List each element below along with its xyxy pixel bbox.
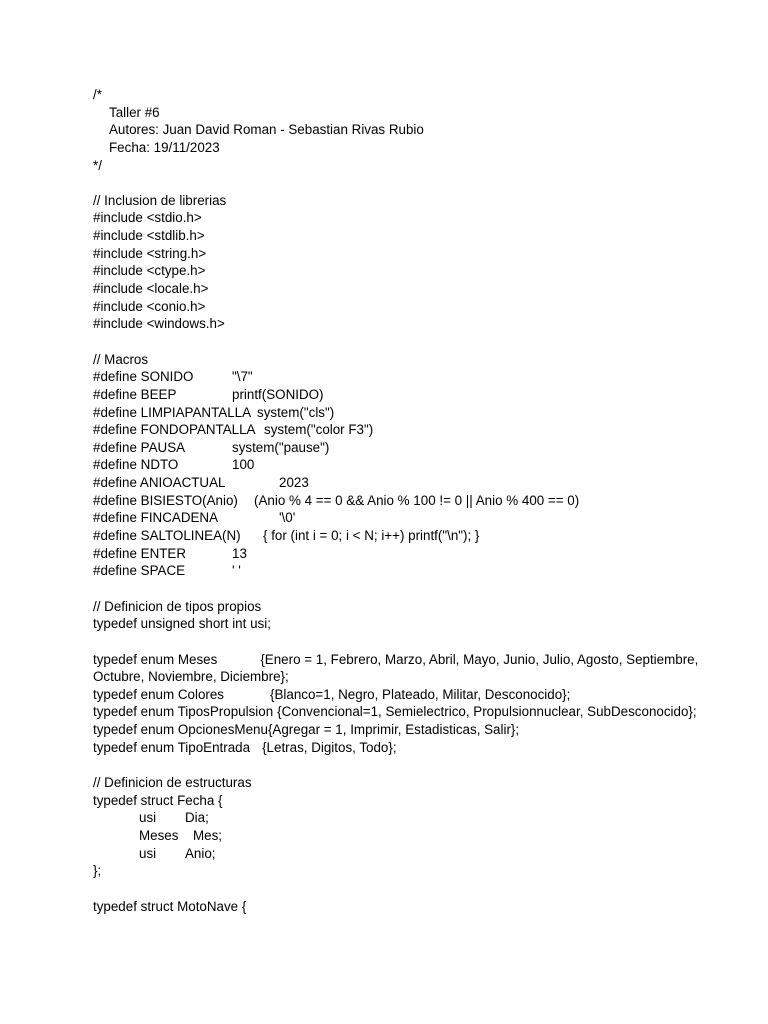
macro-value: 2023 bbox=[279, 475, 309, 491]
macro-line bbox=[93, 386, 743, 404]
macro-value: system("pause") bbox=[232, 439, 330, 455]
macro-name: #define NDTO bbox=[93, 457, 179, 473]
blank-line bbox=[93, 333, 743, 351]
code-document bbox=[93, 86, 743, 915]
macro-line bbox=[93, 527, 743, 545]
macro-name: #define ANIOACTUAL bbox=[93, 475, 226, 491]
macro-name: #define ENTER bbox=[93, 545, 187, 561]
include-line: #include <string.h> bbox=[93, 245, 207, 261]
enum-decl: typedef enum TiposPropulsion bbox=[93, 704, 274, 720]
macro-name: #define BEEP bbox=[93, 386, 177, 402]
enum-body: {Enero = 1, Febrero, Marzo, Abril, Mayo, Junio, Julio, Agosto, Septiembre, Octubre, Noviembre, Diciembre}; bbox=[93, 651, 699, 685]
macro-line bbox=[93, 439, 743, 457]
macro-name: #define SPACE bbox=[93, 563, 186, 579]
macro-line bbox=[93, 404, 743, 422]
macro-value: system("cls") bbox=[257, 404, 335, 420]
struct-field bbox=[93, 827, 743, 845]
enum-body: {Agregar = 1, Imprimir, Estadisticas, Salir}; bbox=[267, 722, 520, 738]
include-line: #include <stdio.h> bbox=[93, 210, 202, 226]
comment-authors: Autores: Juan David Roman - Sebastian Rivas Rubio bbox=[109, 122, 424, 138]
macro-line bbox=[93, 368, 743, 386]
enum-opcionesmenu bbox=[93, 721, 743, 739]
blank-line bbox=[93, 756, 743, 774]
enum-colores bbox=[93, 686, 743, 704]
enum-meses bbox=[93, 651, 743, 686]
macro-line bbox=[93, 545, 743, 563]
includes-comment: // Inclusion de librerias bbox=[93, 192, 227, 208]
macro-line bbox=[93, 509, 743, 527]
field-name: Dia; bbox=[185, 810, 209, 826]
enum-decl: typedef enum TipoEntrada bbox=[93, 739, 251, 755]
macro-value: 100 bbox=[232, 457, 255, 473]
macro-name: #define SONIDO bbox=[93, 369, 194, 385]
include-line: #include <conio.h> bbox=[93, 298, 206, 314]
struct-motonave-open: typedef struct MotoNave { bbox=[93, 898, 247, 914]
enum-body: {Convencional=1, Semielectrico, Propulsionnuclear, SubDesconocido}; bbox=[277, 704, 697, 720]
field-name: Mes; bbox=[193, 828, 223, 843]
macro-name: #define BISIESTO(Anio) bbox=[93, 492, 238, 508]
include-line: #include <windows.h> bbox=[93, 316, 225, 332]
macro-value: 13 bbox=[232, 545, 247, 561]
comment-open: /* bbox=[93, 87, 102, 102]
types-comment: // Definicion de tipos propios bbox=[93, 598, 262, 614]
macro-name: #define LIMPIAPANTALLA bbox=[93, 404, 252, 420]
macro-line bbox=[93, 562, 743, 580]
enum-decl: typedef enum Meses bbox=[93, 651, 218, 667]
struct-field bbox=[93, 845, 743, 863]
include-line: #include <stdlib.h> bbox=[93, 228, 205, 244]
macro-name: #define FONDOPANTALLA bbox=[93, 422, 256, 438]
macros-comment: // Macros bbox=[93, 351, 149, 367]
comment-close: */ bbox=[93, 157, 102, 173]
macro-value: "\7" bbox=[232, 369, 253, 385]
enum-body: {Letras, Digitos, Todo}; bbox=[262, 739, 397, 755]
enum-tipoentrada bbox=[93, 739, 743, 757]
field-type: usi bbox=[139, 810, 157, 826]
blank-line bbox=[93, 580, 743, 598]
comment-date: Fecha: 19/11/2023 bbox=[109, 139, 220, 155]
enum-decl: typedef enum OpcionesMenu bbox=[93, 722, 268, 738]
blank-line bbox=[93, 880, 743, 898]
enum-tipospropulsion bbox=[93, 703, 743, 721]
macro-name: #define FINCADENA bbox=[93, 510, 219, 526]
field-type: usi bbox=[139, 845, 157, 861]
include-line: #include <ctype.h> bbox=[93, 263, 206, 279]
macro-value: ' ' bbox=[232, 563, 241, 579]
macro-value: printf(SONIDO) bbox=[232, 386, 324, 402]
macro-line bbox=[93, 492, 743, 510]
field-type: Meses bbox=[139, 828, 179, 843]
macro-value: { for (int i = 0; i < N; i++) printf("\n"); } bbox=[263, 528, 480, 544]
macro-line bbox=[93, 456, 743, 474]
include-line: #include <locale.h> bbox=[93, 281, 209, 297]
blank-line bbox=[93, 633, 743, 651]
comment-title: Taller #6 bbox=[109, 104, 160, 120]
macro-value: (Anio % 4 == 0 && Anio % 100 != 0 || Anio % 400 == 0) bbox=[254, 492, 580, 508]
struct-fecha-open: typedef struct Fecha { bbox=[93, 792, 223, 808]
macro-line bbox=[93, 474, 743, 492]
enum-decl: typedef enum Colores bbox=[93, 686, 225, 702]
macro-name: #define SALTOLINEA(N) bbox=[93, 528, 241, 544]
struct-fecha-close: }; bbox=[93, 863, 102, 879]
macro-name: #define PAUSA bbox=[93, 439, 186, 455]
blank-line bbox=[93, 174, 743, 192]
macro-value: system("color F3") bbox=[264, 422, 374, 438]
macro-line bbox=[93, 421, 743, 439]
structs-comment: // Definicion de estructuras bbox=[93, 775, 252, 791]
struct-field bbox=[93, 809, 743, 827]
field-name: Anio; bbox=[185, 845, 216, 861]
enum-body: {Blanco=1, Negro, Plateado, Militar, Desconocido}; bbox=[270, 686, 571, 702]
macro-value: '\0' bbox=[279, 510, 296, 526]
typedef-usi: typedef unsigned short int usi; bbox=[93, 616, 271, 632]
